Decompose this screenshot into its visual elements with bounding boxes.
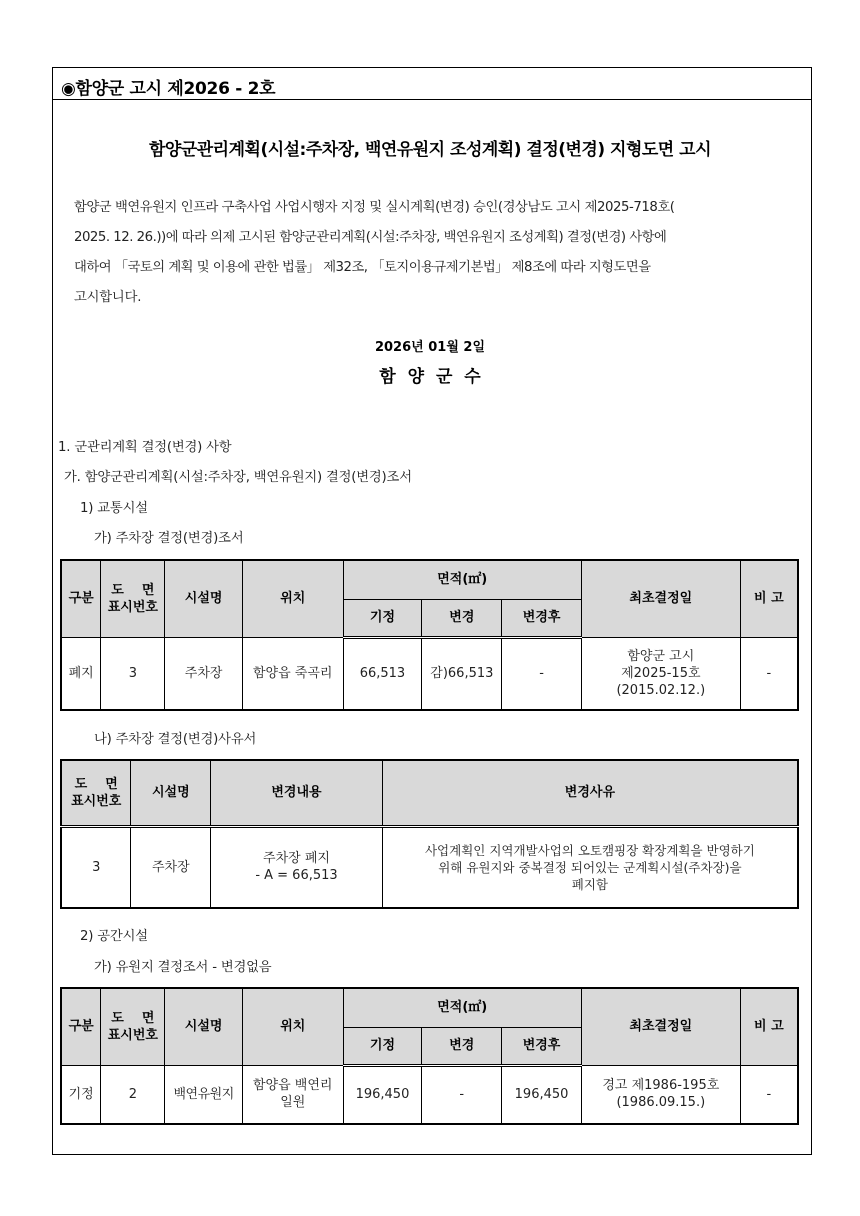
item-subheading: 나) 주차장 결정(변경)사유서 [94,732,257,747]
cell-first-decision-date [581,1065,740,1124]
table-row [61,637,798,710]
signer: 함 양 군 수 [379,367,481,387]
location-line1: 함양읍 백연리 [253,1078,333,1094]
cell-gubun: 기정 [61,1065,101,1124]
first-date-line2: (1986.09.15.) [616,1095,706,1111]
cell-first-decision-date [581,637,740,710]
section-heading: 1. 군관리계획 결정(변경) 사항 [58,440,232,455]
cell-area-after: 196,450 [502,1065,582,1124]
col-area-existing: 기정 [343,599,422,637]
subsection-heading: 가. 함양군관리계획(시설:주차장, 백연유원지) 결정(변경)조서 [64,470,412,485]
cell-facility-name: 백연유원지 [165,1065,243,1124]
item-subheading: 가) 유원지 결정조서 - 변경없음 [94,960,272,975]
table-row [61,1065,798,1124]
reason-line2: 위해 유원지와 중복결정 되어있는 군계획시설(주차장)을 [438,859,742,875]
col-gubun: 구분 [61,560,101,637]
col-area-after: 변경후 [502,1027,582,1065]
notice-body [20,193,760,313]
location-line2: 일원 [280,1095,306,1111]
cell-gubun: 폐지 [61,637,101,710]
cell-area-change: 감)66,513 [422,637,502,710]
cell-map-number: 2 [101,1065,165,1124]
col-area-existing: 기정 [343,1027,422,1065]
col-first-decision-date: 최초결정일 [581,560,740,637]
col-map-number-line2: 표시번호 [71,793,122,809]
parking-reason-table [60,759,799,909]
col-facility-name: 시설명 [165,560,243,637]
col-map-number [101,988,165,1065]
cell-note: - [740,637,798,710]
col-note: 비 고 [740,988,798,1065]
item-heading: 2) 공간시설 [80,929,148,944]
col-area: 면적(㎡) [343,988,581,1027]
cell-location [242,1065,343,1124]
first-date-line2: 제2025-15호 [621,665,701,681]
col-area: 면적(㎡) [343,560,581,599]
cell-map-number: 3 [61,826,131,908]
col-change-content: 변경내용 [211,760,383,826]
col-area-after: 변경후 [502,599,582,637]
col-area-change: 변경 [422,1027,502,1065]
cell-area-change: - [422,1065,502,1124]
first-date-line1: 경고 제1986-195호 [602,1078,720,1094]
notice-number: ◉함양군 고시 제2026 - 2호 [61,79,276,99]
col-facility-name: 시설명 [165,988,243,1065]
col-location: 위치 [242,560,343,637]
item-heading: 1) 교통시설 [80,501,148,516]
cell-change-content [211,826,383,908]
cell-note: - [740,1065,798,1124]
cell-facility-name: 주차장 [165,637,243,710]
table-row [61,826,798,908]
col-map-number-line1: 도 면 [111,582,155,598]
content-line1: 주차장 폐지 [263,851,330,867]
col-map-number [61,760,131,826]
col-first-decision-date: 최초결정일 [581,988,740,1065]
cell-area-existing: 196,450 [343,1065,422,1124]
col-gubun: 구분 [61,988,101,1065]
col-map-number-line2: 표시번호 [107,599,158,615]
cell-change-reason [382,826,798,908]
amusement-park-table [60,987,799,1125]
col-change-reason: 변경사유 [382,760,798,826]
notice-title: 함양군관리계획(시설:주차장, 백연유원지 조성계획) 결정(변경) 지형도면 고시 [148,140,711,160]
first-date-line1: 함양군 고시 [627,648,695,664]
header-divider [53,99,811,100]
reason-line3: 폐지함 [571,876,609,892]
col-map-number-line2: 표시번호 [107,1027,158,1043]
cell-location: 함양읍 죽곡리 [242,637,343,710]
cell-area-after: - [502,637,582,710]
body-line: 함양군 백연유원지 인프라 구축사업 사업시행자 지정 및 실시계획(변경) 승인(경상남도 고시 제2025-718호( [74,200,675,215]
col-note: 비 고 [740,560,798,637]
cell-map-number: 3 [101,637,165,710]
parking-decision-table [60,559,799,711]
col-map-number-line1: 도 면 [74,776,118,792]
col-facility-name: 시설명 [131,760,211,826]
reason-line1: 사업계획인 지역개발사업의 오토캠핑장 확장계획을 반영하기 [424,842,755,858]
col-map-number [101,560,165,637]
item-subheading: 가) 주차장 결정(변경)조서 [94,531,244,546]
body-line: 2025. 12. 26.))에 따라 의제 고시된 함양군관리계획(시설:주차장, 백연유원지 조성계획) 결정(변경) 사항에 [74,230,667,245]
body-line: 고시합니다. [74,290,142,305]
cell-facility-name: 주차장 [131,826,211,908]
content-line2: - A = 66,513 [255,868,338,884]
col-map-number-line1: 도 면 [111,1010,155,1026]
body-line: 대하여 「국토의 계획 및 이용에 관한 법률」 제32조, 「토지이용규제기본법」 제8조에 따라 지형도면을 [74,260,651,275]
col-location: 위치 [242,988,343,1065]
cell-area-existing: 66,513 [343,637,422,710]
first-date-line3: (2015.02.12.) [616,682,706,698]
col-area-change: 변경 [422,599,502,637]
notice-date: 2026년 01월 2일 [374,340,486,355]
